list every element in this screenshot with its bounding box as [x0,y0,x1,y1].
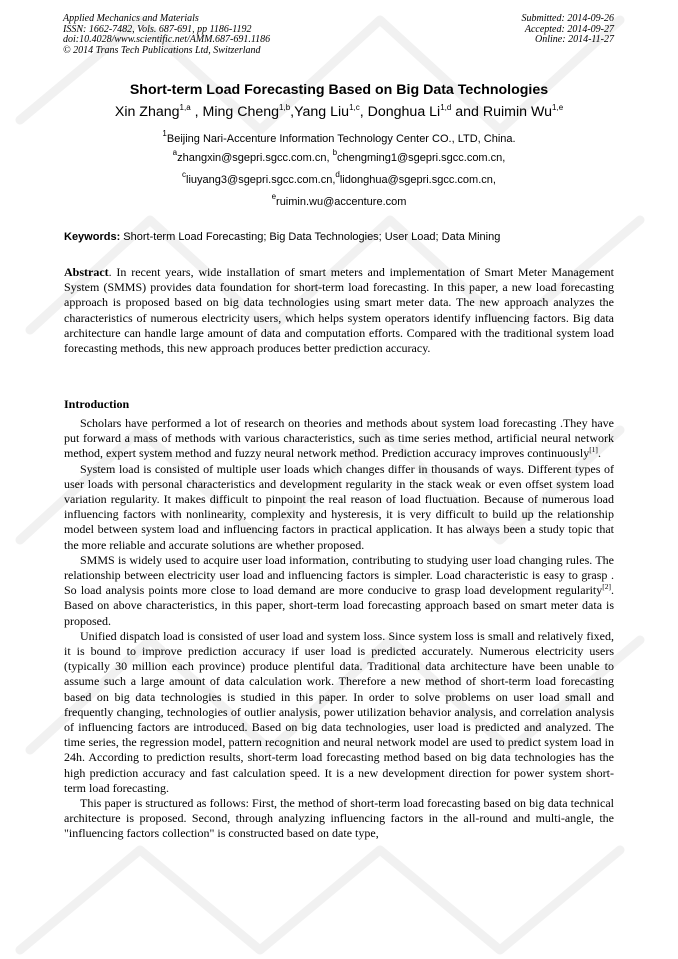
author-name: Yang Liu [294,104,350,120]
author-name: Xin Zhang [114,104,180,120]
online-date: Online: 2014-11-27 [535,34,614,45]
author-name: Donghua Li [367,104,441,120]
submission-dates [522,14,615,46]
paragraph-text: SMMS is widely used to acquire user load information, contributing to studying user load changing rules. The relationship between electricity user load and influencing factors is simpler. Load characteristic is easy to grasp . So load analysis points more close to load demand are more conducive to grasp load development regularity [64,552,614,598]
doi-line: doi:10.4028/www.scientific.net/AMM.687-691.1186 [63,34,271,45]
paragraph-end: . [597,446,601,461]
intro-paragraph-3 [64,553,614,629]
author-separator: , [190,104,203,120]
author-affiliation-mark: 1,c [349,103,360,112]
keywords-text: Short-term Load Forecasting; Big Data Technologies; User Load; Data Mining [120,231,501,243]
paragraph-end: . Based on above characteristics, in this paper, short-term load forecasting approach based on smart meter data is proposed. [64,583,614,628]
keywords [64,231,624,243]
email-mark: e [271,192,277,201]
paragraph-text: Scholars have performed a lot of research on theories and methods about system load forecasting .They have put forward a mass of methods with various characteristics, such as time series method, artificial neural network method, expert system method and fuzzy neural network method. Prediction accuracy improves continuously [64,416,614,461]
email-mark: b [332,148,338,157]
email-line-1 [30,148,648,164]
author-separator: and [451,104,483,120]
intro-paragraph-4: Unified dispatch load is consisted of user load and system loss. Since system loss is small and relatively fixed, it is bound to improve prediction accuracy if user load is predicted accurately. Numerous electricity users (typically 30 million each province) produce plentiful data. Traditional data architecture have been unable to assume such a large amount of data calculation work. Therefore a new method of short-term load forecasting based on big data technologies is studied in this paper. In order to solve problems on user load small and frequently changing, technologies of outlier analysis, power utilization behavior analysis, and correlation analysis of influencing factors are introduced. Based on big data technologies, user load is predicted and analyzed. The time series, the regression model, pattern recognition and neural network model are used to predict system load in 24h. According to prediction results, short-term load forecasting method based on big data technologies has the high prediction accuracy and fast calculation speed. It is a new development direction for power system short-term load forecasting. [64,628,614,795]
author-affiliation-mark: 1,e [552,103,564,112]
journal-info [63,14,270,56]
email-address: lidonghua@sgepri.sgcc.com.cn, [339,174,496,186]
email-line-3 [30,192,648,208]
email-address: ruimin.wu@accenture.com [276,196,407,208]
author-name: Ming Cheng [202,104,280,120]
copyright-line: © 2014 Trans Tech Publications Ltd, Switzerland [63,44,261,56]
citation-ref: [1] [589,445,598,455]
email-mark: c [182,170,187,179]
keywords-label: Keywords: [64,231,121,243]
abstract [64,265,614,356]
abstract-paragraph [64,265,614,356]
email-line-2 [30,170,648,186]
intro-paragraph-2: System load is consisted of multiple user loads which changes differ in thousands of ways. Different types of user loads with personal characteristics and development regularity in the stack weak or even offset system load variation regularity. It makes difficult to pinpoint the real reason of load fluctuation. Because of numerous load influencing factors with nonlinearity, complexity and hysteresis, it is very difficult to build up the relationship model between system load and influencing factors in practical application. It has always been a study topic that the more reliable and accurate solutions are whether proposed. [64,461,614,552]
introduction-body [64,416,614,842]
citation-ref: [2] [602,582,611,592]
email-address: zhangxin@sgepri.sgcc.com.cn, [177,152,333,164]
paper-title: Short-term Load Forecasting Based on Big Data Technologies [129,82,549,98]
author-separator: , [290,104,295,120]
affiliation-mark: 1 [162,129,167,138]
author-affiliation-mark: 1,d [440,103,452,112]
section-heading-introduction: Introduction [64,397,130,411]
affiliation-text: Beijing Nari-Accenture Information Technology Center CO., LTD, China. [166,133,516,145]
email-address: chengming1@sgepri.sgcc.com.cn, [337,152,506,164]
abstract-text: . In recent years, wide installation of smart meters and implementation of Smart Meter Management System (SMMS) provides data foundation for short-term load forecasting. In this paper, a new load forecasting approach is proposed based on big data technologies using smart meter data. The new approach analyzes the characteristics of numerous electricity users, which helps system operators identify influencing factors. Big data architecture can handle large amount of data and computation efforts. Compared with the traditional system load forecasting methods, this new approach produces better prediction accuracy. [64,265,614,356]
email-mark: d [335,170,340,179]
affiliation [30,129,648,145]
intro-paragraph-1 [64,416,614,462]
author-name: Ruimin Wu [482,104,553,120]
email-mark: a [172,148,178,157]
abstract-label: Abstract [64,265,109,279]
email-address: liuyang3@sgepri.sgcc.com.cn, [186,174,336,186]
author-affiliation-mark: 1,a [179,103,191,112]
author-separator: , [359,104,368,120]
submitted-date: Submitted: 2014-09-26 [521,13,614,24]
intro-paragraph-5: This paper is structured as follows: First, the method of short-term load forecasting based on big data technical architecture is proposed. Second, through analyzing influencing factors in the all-round and multi-angle, the "influencing factors collection" is constructed based on date type, [64,796,614,841]
journal-name: Applied Mechanics and Materials [63,13,199,24]
author-affiliation-mark: 1,b [279,103,291,112]
accepted-date: Accepted: 2014-09-27 [524,23,614,35]
watermark-stroke [20,850,620,950]
author-list [30,104,648,120]
issn-line: ISSN: 1662-7482, Vols. 687-691, pp 1186-1192 [63,23,252,35]
